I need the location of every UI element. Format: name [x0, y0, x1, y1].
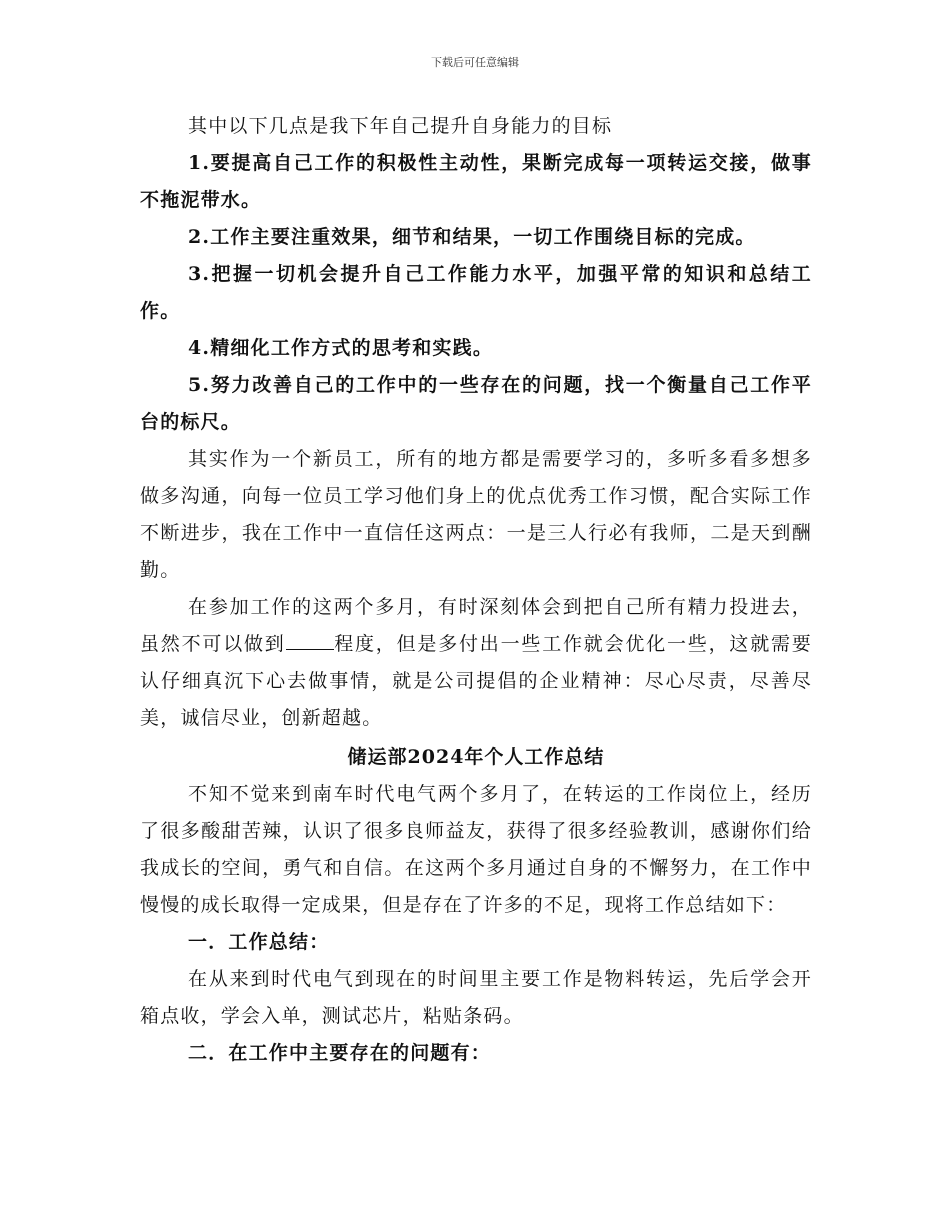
blank-underline	[286, 633, 334, 650]
summary-intro: 不知不觉来到南车时代电气两个多月了，在转运的工作岗位上，经历了很多酸甜苦辣，认识了很多良师益友，获得了很多经验教训，感谢你们给我成长的空间，勇气和自信。在这两个多月通过自身的不懈努力，在工作中慢慢的成长取得一定成果，但是存在了许多的不足，现将工作总结如下：	[140, 783, 812, 916]
effort-paragraph-start: 在参加工作的这两个多月，有时深刻体会到把自己所有精力投进去，虽然不可以做到	[140, 596, 812, 655]
effort-paragraph-end: 程度，但是多付出一些工作就会优化一些，这就需要认仔细真沉下心去做事情，就是公司提倡的企业精神：尽心尽责，尽善尽美，诚信尽业，创新超越。	[140, 633, 812, 729]
goal-item-5: 5.努力改善自己的工作中的一些存在的问题，找一个衡量自己工作平台的标尺。	[140, 374, 812, 433]
goals-intro: 其中以下几点是我下年自己提升自身能力的目标	[188, 115, 613, 137]
effort-paragraph	[140, 589, 812, 737]
new-employee-paragraph: 其实作为一个新员工，所有的地方都是需要学习的，多听多看多想多做多沟通，向每一位员工学习他们身上的优点优秀工作习惯，配合实际工作不断进步，我在工作中一直信任这两点：一是三人行必有我师，二是天到酬勤。	[140, 448, 812, 581]
goal-item-2: 2.工作主要注重效果，细节和结果，一切工作围绕目标的完成。	[188, 226, 756, 248]
page-header: 下载后可任意编辑	[431, 56, 519, 69]
heading-problems: 二．在工作中主要存在的问题有：	[188, 1042, 492, 1064]
goal-item-1: 1.要提高自己工作的积极性主动性，果断完成每一项转运交接，做事不拖泥带水。	[140, 152, 812, 211]
document-body	[140, 108, 812, 1072]
work-summary-paragraph: 在从来到时代电气到现在的时间里主要工作是物料转运，先后学会开箱点收，学会入单，测试芯片，粘贴条码。	[140, 968, 812, 1027]
goal-item-4: 4.精细化工作方式的思考和实践。	[188, 337, 494, 359]
heading-work-summary: 一．工作总结：	[188, 931, 330, 953]
summary-title: 储运部2024年个人工作总结	[347, 746, 605, 768]
goal-item-3: 3.把握一切机会提升自己工作能力水平，加强平常的知识和总结工作。	[140, 263, 812, 322]
